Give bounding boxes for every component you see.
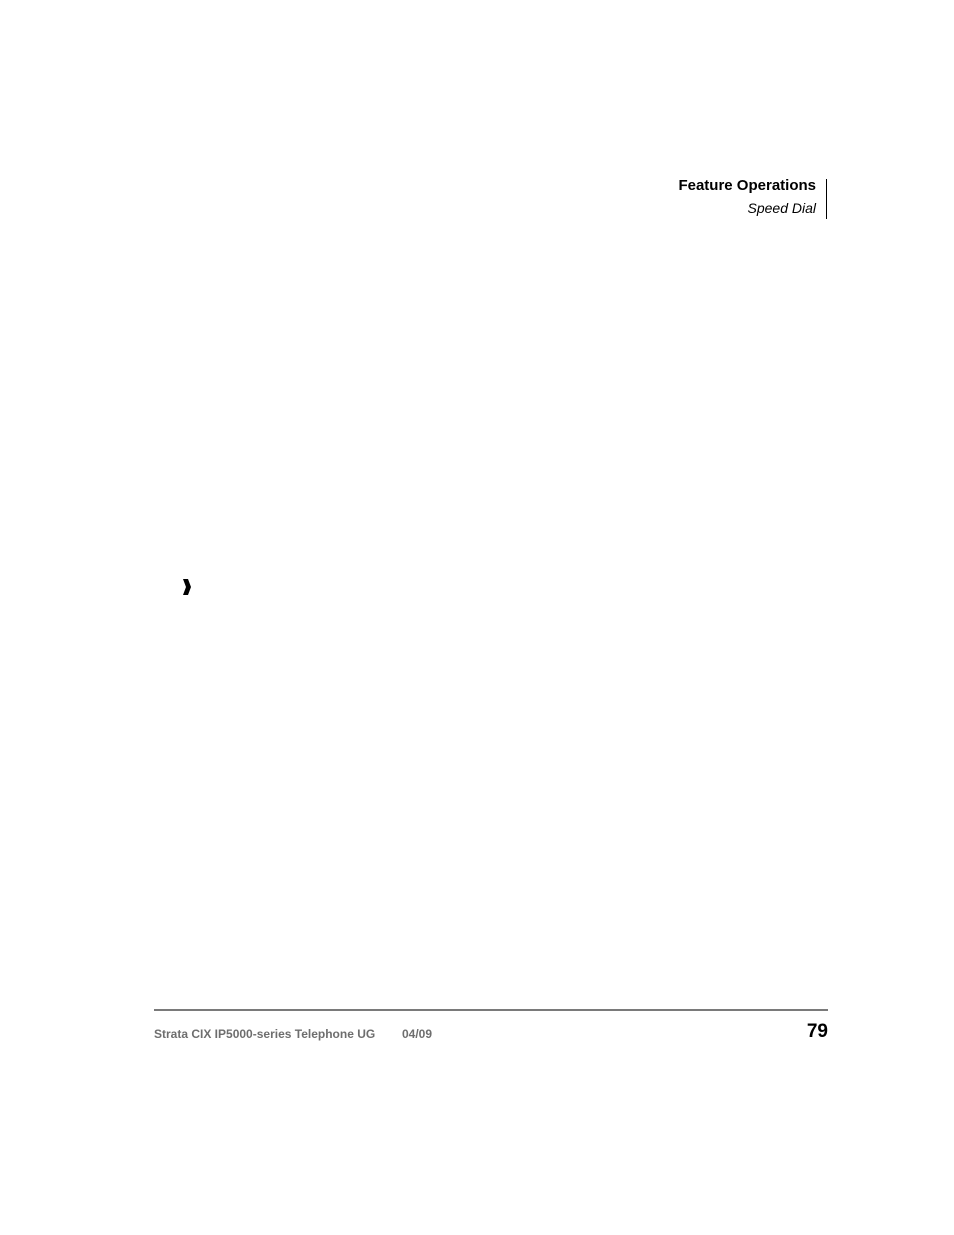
section-title: Speed Dial (747, 200, 816, 216)
header-rule (826, 179, 827, 219)
page-number: 79 (806, 1021, 828, 1042)
running-header (678, 176, 816, 218)
chapter-title: Feature Operations (678, 177, 816, 194)
arrow-bullet-icon (181, 577, 193, 597)
footer-date: 04/09 (402, 1027, 433, 1041)
footer-rule (154, 1009, 828, 1011)
footer-document-title: Strata CIX IP5000-series Telephone UG (154, 1027, 376, 1041)
